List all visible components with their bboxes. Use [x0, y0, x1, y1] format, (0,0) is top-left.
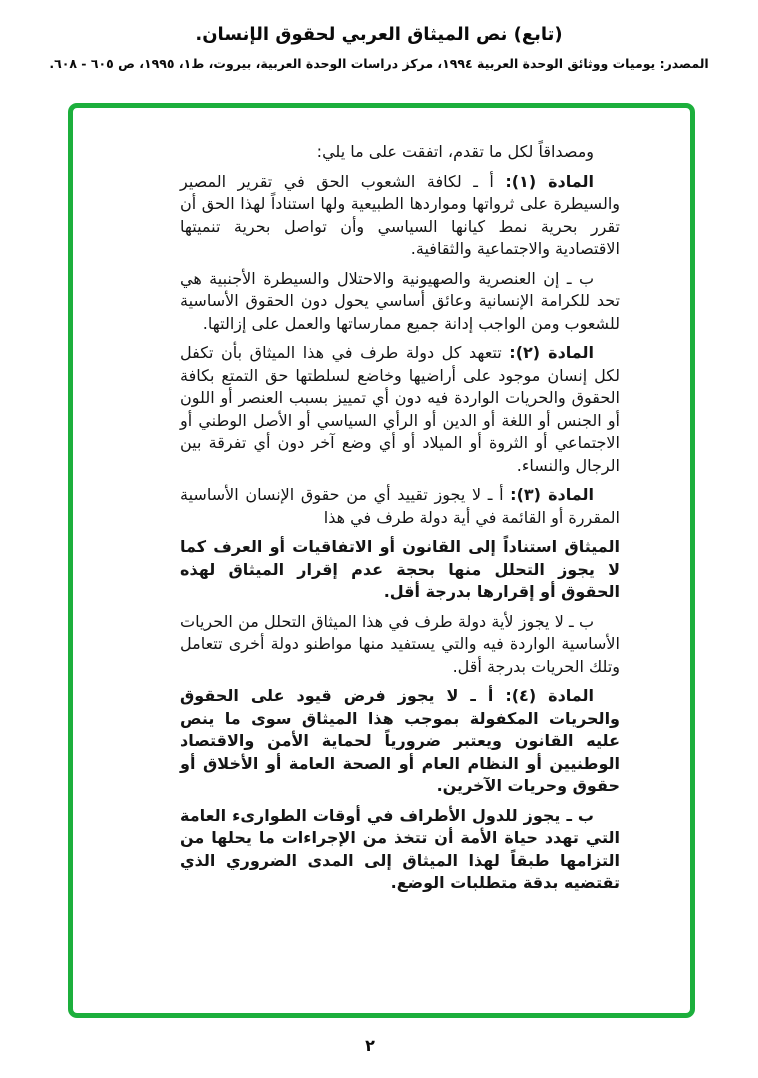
article-1-a-paragraph	[180, 171, 620, 261]
paragraph-text: أ ـ لا يجوز فرض قيود على الحقوق والحريات المكفولة بموجب هذا الميثاق سوى ما ينص عليه القانون ويعتبر ضرورياً لحماية الأمن والاقتصاد الوطنيين أو النظام العام أو الصحة العامة أو الأخلاق أو حقوق وحريات الآخرين.	[180, 686, 620, 795]
paragraph-text: أ ـ لكافة الشعوب الحق في تقرير المصير والسيطرة على ثرواتها ومواردها الطبيعية ولها استناداً لهذا الحق أن تقرر بحرية نمط كيانها السياسي وأن تواصل بحرية تنميتها الاقتصادية والاجتماعية والثقافية.	[180, 171, 620, 258]
charter-text-frame	[68, 103, 695, 1018]
page-number: ٢	[365, 1036, 375, 1055]
page-header	[0, 24, 758, 71]
paragraph-text: الميثاق استناداً إلى القانون أو الاتفاقيات أو العرف كما لا يجوز التحلل منها بحجة عدم إقرار الميثاق لهذه الحقوق أو إقرارها بدرجة أقل.	[180, 537, 620, 601]
article-3-label: المادة (٣):	[510, 485, 594, 504]
article-1-label: المادة (١):	[505, 171, 594, 191]
source-citation: المصدر: يوميات ووثائق الوحدة العربية ١٩٩٤، مركز دراسات الوحدة العربية، بيروت، ط١، ١٩٩٥، ص ٦٠٥ - ٦٠٨.	[49, 56, 709, 71]
paragraph-text: ب ـ يجوز للدول الأطراف في أوقات الطوارىء العامة التي تهدد حياة الأمة أن تتخذ من الإجراءات ما يحلها من التزامها طبقاً لهذا الميثاق إلى المدى الضروري الذي تقتضيه بدقة متطلبات الوضع.	[180, 805, 620, 892]
article-1-b-paragraph	[180, 268, 620, 336]
article-4-b-paragraph	[180, 805, 620, 895]
paragraph-text: ب ـ لا يجوز لأية دولة طرف في هذا الميثاق التحلل من الحريات الأساسية الواردة فيه والتي يستفيد منها مواطنو دولة أخرى تتعامل وتلك الحريات بدرجة أقل.	[180, 611, 620, 676]
article-2-label: المادة (٢):	[509, 343, 595, 362]
charter-body	[73, 108, 690, 895]
paragraph-text: ب ـ إن العنصرية والصهيونية والاحتلال والسيطرة الأجنبية هي تحد للكرامة الإنسانية وعائق أساسي يحول دون الحقوق الأساسية للشعوب ومن الواجب إدانة جميع ممارساتها والعمل على إزالتها.	[180, 268, 620, 333]
article-3-b-paragraph	[180, 611, 620, 679]
page-footer	[0, 1036, 740, 1055]
paragraph-text: أ ـ لا يجوز تقييد أي من حقوق الإنسان الأساسية المقررة أو القائمة في أية دولة طرف في هذا	[180, 485, 620, 527]
page-title: (تابع) نص الميثاق العربي لحقوق الإنسان.	[195, 24, 563, 45]
paragraph-text: ومصداقاً لكل ما تقدم، اتفقت على ما يلي:	[316, 142, 594, 161]
article-3-a-paragraph	[180, 484, 620, 529]
article-3-a-continuation-paragraph	[180, 536, 620, 604]
preamble-paragraph	[180, 141, 620, 164]
article-4-a-paragraph	[180, 685, 620, 798]
article-2-paragraph	[180, 342, 620, 477]
article-4-label: المادة (٤):	[505, 686, 595, 705]
paragraph-text: تتعهد كل دولة طرف في هذا الميثاق بأن تكفل لكل إنسان موجود على أراضيها وخاضع لسلطتها حق التمتع بكافة الحقوق والحريات الواردة فيه دون أي تمييز بسبب العنصر أو اللون أو الجنس أو اللغة أو الدين أو الرأي السياسي أو الأصل الوطني أو الاجتماعي أو الثروة أو الميلاد أو أي وضع آخر دون أي تفرقة بين الرجال والنساء.	[180, 343, 620, 475]
